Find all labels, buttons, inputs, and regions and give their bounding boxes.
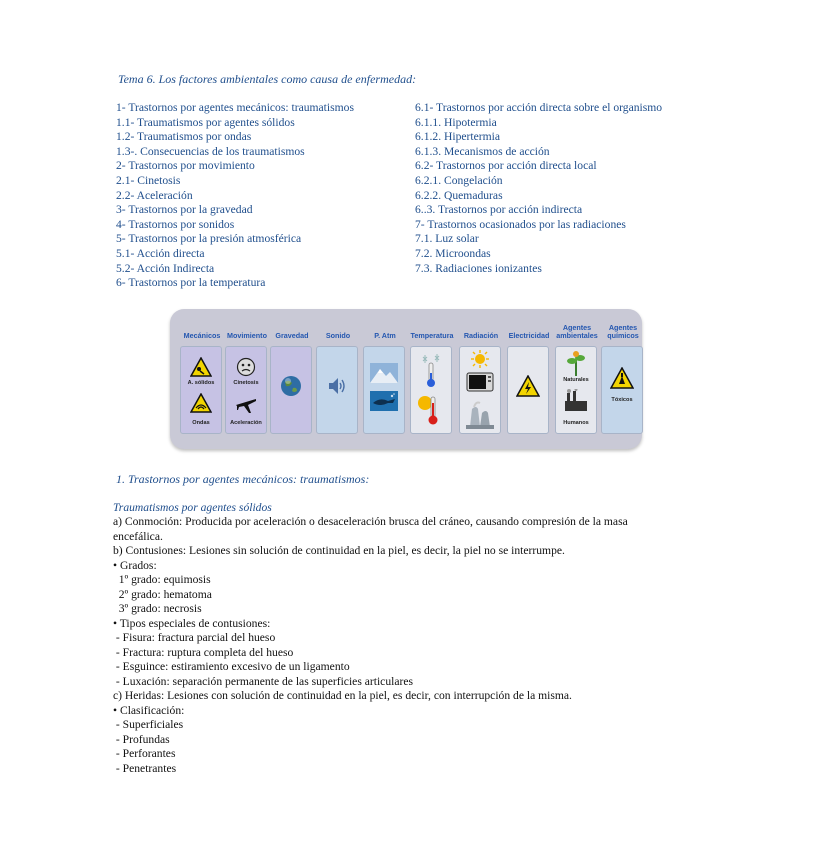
toc-item: 5.2- Acción Indirecta (116, 261, 215, 275)
factor-header: Agentes ambientales (556, 323, 598, 340)
toc-item: 4- Trastornos por sonidos (116, 217, 235, 231)
label-toxicos: Tóxicos (611, 397, 633, 403)
toc-item: 6.2.2. Quemaduras (415, 188, 503, 202)
toc-item: 5- Trastornos por la presión atmosférica (116, 232, 302, 246)
toc-item: 6.1.3. Mecanismos de acción (415, 144, 550, 158)
body-line: b) Contusiones: Lesiones sin solución de continuidad en la piel, es decir, la piel no se interrumpe. (113, 544, 565, 557)
warning-solid-icon (190, 357, 212, 377)
label-humanos: Humanos (563, 420, 589, 426)
toc-item: 1.1- Traumatismos por agentes sólidos (116, 115, 295, 129)
toc-item: 2.2- Aceleración (116, 188, 193, 202)
label-ondas: Ondas (192, 420, 210, 426)
document-title: Tema 6. Los factores ambientales como causa de enfermedad: (118, 72, 417, 86)
toc-item: 7- Trastornos ocasionados por las radiaciones (415, 217, 626, 231)
factors-panel (170, 309, 642, 449)
factor-body (601, 346, 643, 434)
plant-icon (565, 350, 587, 376)
nuclear-plant-icon (466, 399, 494, 429)
electric-warning-icon (516, 375, 540, 397)
toc-item: 1.2- Traumatismos por ondas (116, 130, 252, 144)
microwave-icon (466, 371, 494, 393)
toc-item: 3- Trastornos por la gravedad (116, 203, 253, 217)
factory-icon (563, 389, 589, 411)
factor-body (459, 346, 501, 434)
toc-right-column (415, 101, 662, 276)
speaker-icon (326, 375, 348, 397)
warning-waves-icon (190, 393, 212, 413)
toc-left-column (116, 101, 354, 291)
toc-item: 6.1.2. Hipertermia (415, 130, 500, 144)
body-line: - Luxación: separación permanente de las superficies articulares (113, 674, 414, 688)
body-line: 2º grado: hematoma (113, 587, 212, 601)
label-naturales: Naturales (563, 377, 589, 383)
factor-body (225, 346, 267, 434)
airplane-icon (234, 391, 258, 415)
toxic-warning-icon (610, 367, 634, 389)
factor-header: Movimiento (227, 331, 267, 340)
section-subtitle: Traumatismos por agentes sólidos (113, 501, 272, 514)
toc-item: 1- Trastornos por agentes mecánicos: traumatismos (116, 101, 354, 114)
body-line: - Esguince: estiramiento excesivo de un ligamento (113, 660, 350, 673)
body-line: - Perforantes (113, 747, 176, 760)
factor-body (270, 346, 312, 434)
factor-body (316, 346, 358, 434)
toc-item: 7.3. Radiaciones ionizantes (415, 261, 542, 275)
toc-item: 6..3. Trastornos por acción indirecta (415, 203, 583, 217)
cold-thermometer-icon (419, 353, 443, 389)
body-line: - Penetrantes (113, 761, 177, 775)
factor-body (555, 346, 597, 434)
factor-header: Gravedad (275, 331, 309, 340)
label-solidos: A. sólidos (187, 380, 215, 386)
toc-item: 6.1.1. Hipotermia (415, 115, 497, 129)
factor-header: Radiación (463, 331, 499, 340)
body-line: a) Conmoción: Producida por aceleración o desaceleración brusca del cráneo, causando compresión de la masa (113, 515, 628, 528)
section-body (113, 515, 628, 776)
body-line: • Grados: (113, 558, 157, 572)
body-line: - Superficiales (113, 718, 184, 731)
toc-item: 5.1- Acción directa (116, 246, 205, 260)
body-line: 3º grado: necrosis (113, 602, 202, 615)
body-line: encefálica. (113, 529, 163, 543)
toc-item: 2.1- Cinetosis (116, 173, 181, 187)
factor-body (180, 346, 222, 434)
mountain-icon (370, 363, 398, 383)
body-line: • Clasificación: (113, 703, 185, 717)
factor-body (507, 346, 549, 434)
toc-item: 6.1- Trastornos por acción directa sobre el organismo (415, 101, 663, 114)
body-line: - Profundas (113, 732, 170, 746)
body-line: c) Heridas: Lesiones con solución de continuidad en la piel, es decir, con interrupción de la misma. (113, 689, 572, 702)
factor-header: Mecánicos (183, 331, 221, 340)
body-line: 1º grado: equimosis (113, 573, 211, 586)
body-line: • Tipos especiales de contusiones: (113, 616, 271, 630)
toc-item: 7.1. Luz solar (415, 232, 479, 246)
body-line: - Fractura: ruptura completa del hueso (113, 645, 294, 659)
sun-icon (470, 350, 490, 368)
factor-header: Sonido (325, 331, 351, 340)
section-title: 1. Trastornos por agentes mecánicos: traumatismos: (116, 472, 370, 486)
label-aceleracion: Aceleración (230, 420, 262, 426)
toc-item: 6.2.1. Congelación (415, 173, 503, 187)
earth-icon (280, 375, 302, 397)
toc-item: 7.2. Microondas (415, 246, 491, 260)
factor-header: Temperatura (410, 331, 454, 340)
hot-thermometer-icon (417, 393, 445, 429)
diver-icon (370, 391, 398, 411)
toc-item: 6- Trastornos por la temperatura (116, 276, 266, 290)
factor-body (410, 346, 452, 434)
factor-header: Agentes químicos (607, 323, 639, 340)
factor-header: Electricidad (508, 331, 550, 340)
factor-body (363, 346, 405, 434)
body-line: - Fisura: fractura parcial del hueso (113, 631, 276, 644)
label-cinetosis: Cinetosis (233, 380, 259, 386)
toc-item: 2- Trastornos por movimiento (116, 159, 255, 173)
toc-item: 1.3-. Consecuencias de los traumatismos (116, 144, 305, 158)
toc-item: 6.2- Trastornos por acción directa local (415, 159, 597, 173)
dizzy-face-icon (236, 357, 256, 377)
factor-header: P. Atm (374, 331, 396, 340)
